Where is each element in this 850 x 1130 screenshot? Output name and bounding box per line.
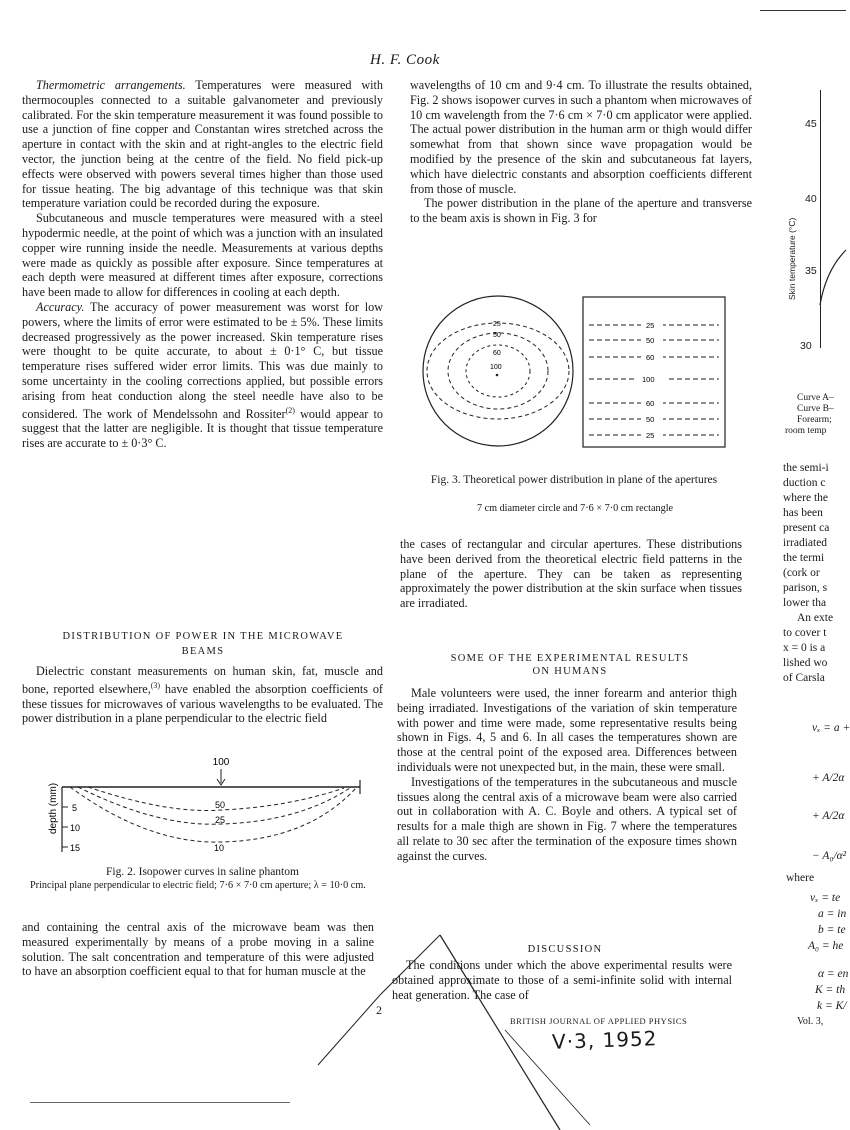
paragraph-volunteers: Male volunteers were used, the inner forearm and anterior thigh being irradiated. Investigations of the variation of skin temperature with power and time were made, some representative results being shown in Figs. 4, 5 and 6. In all cases the temperatures shown are those at the central point of the exposed area. Differences between individuals were not unexpected but, in the main, these were small. [397,686,737,774]
axis-tick-30: 30 [800,340,812,352]
paragraph-investigations: Investigations of the temperatures in the subcutaneous and muscle tissues along the central axis of a microwave beam were also carried out in collaboration with A. C. Boyle and others. A typical set of results for a male thigh are shown in Fig. 7 where the temperatures all relate to 30 sec after the termination of the exposure times shown against the curves. [397,774,737,863]
right-where: where [786,872,815,884]
right-text-10: lower tha [783,597,827,609]
right-text-14: lished wo [783,657,828,669]
fig2-contour-label-50: 50 [215,800,226,810]
fig2-ytick-10: 10 [70,823,81,833]
right-def-8: Vol. 3, [797,1016,824,1027]
right-equation-4: − A₀/α² [812,850,847,862]
right-text-15: of Carsla [783,672,825,684]
rect-label-25-bottom: 25 [646,431,655,440]
right-text-11: An exte [797,612,834,624]
figure-2-subcaption: Principal plane perpendicular to electric field; 7·6 × 7·0 cm aperture; λ = 10·0 cm. [30,880,366,891]
figure-2-caption: Fig. 2. Isopower curves in saline phantom [106,866,299,878]
section-heading-distribution: DISTRIBUTION OF POWER IN THE MICROWAVE BEAMS [62,631,344,657]
scan-bottom-rule [30,1102,290,1103]
right-caption-1: Curve A– [797,393,834,403]
paragraph-text: would appear to suggest that the latter are negligible. It is thought that tissue temperature rises are accurate to ± 0·3° C. [22,406,383,451]
right-plot-curve [818,240,846,310]
paragraph-wavelengths: wavelengths of 10 cm and 9·4 cm. To illustrate the results obtained, Fig. 2 shows isopower curves in such a phantom when microwaves of 10 cm wavelength from the 7·6 cm × 7·0 cm applicator were applied. The actual power distribution in the human arm or thigh would differ somewhat from that shown since wave propagation would be modified by the presence of the skin and subcutaneous fat layers, which have dielectric constants and absorption coefficients different from those of muscle. [410,78,752,196]
run-in-heading: Thermometric arrangements. [36,78,186,92]
circle-label-50: 50 [493,332,501,339]
rect-label-50-top: 50 [646,336,655,345]
fig2-top-label: 100 [212,757,230,768]
rect-label-25-top: 25 [646,321,655,330]
figure-3-subcaption: 7 cm diameter circle and 7·6 × 7·0 cm rectangle [476,503,674,514]
rect-label-50-bottom: 50 [646,415,655,424]
paragraph-dielectric [22,664,383,726]
paragraph-text: Temperatures were measured with thermocouples connected to a suitable galvanometer and previously calibrated. For the skin temperature measurement it was found possible to use a junction of fine copper and Constantan wires stretched across the aperture in contact with the skin and at right-angles to the electric field vector, the junction being at the centre of the field. No field pick-up effects were observed with powers several times higher than those used for tissue heating. The big advantage of this technique was that skin temperature variation could be recorded during the exposure. [22,78,383,211]
paragraph-text: The accuracy of power measurement was worst for low powers, where the limits of error were estimated to be ± 5%. These limits decreased progressively as the power increased. Skin temperature rises were thought to be quite accurate, to about ± 0·1° C, but tissue temperature rises suffered wider error limits. This was due mainly to some uncertainty in the cooling corrections applied, but possible errors arising from heat conduction along the steel needle have also to be considered. The work of Mendelssohn and Rossiter [22,299,383,421]
right-axis-ylabel: Skin temperature (°C) [787,217,797,300]
right-caption-3: Forearm; [797,415,832,425]
left-column-cont [22,664,383,726]
right-def-5: α = en [818,968,849,980]
right-def-1: vₓ = te [810,892,841,904]
left-column [22,78,383,451]
section-heading-discussion: DISCUSSION [527,944,603,955]
right-def-4: A₀ = he [808,940,844,952]
rectangular-aperture-diagram [583,297,725,447]
right-caption-2: Curve B– [797,404,834,414]
fig2-contour-label-25: 25 [215,815,226,825]
rect-label-60-bottom: 60 [646,399,655,408]
right-text-5: present ca [783,522,830,534]
paragraph-thermometric [22,78,383,211]
circular-aperture-diagram [423,296,573,446]
middle-column-cont [400,537,742,611]
running-head: H. F. Cook [370,52,440,68]
paragraph-subcutaneous: Subcutaneous and muscle temperatures were measured with a steel hypodermic needle, at the point of which was a junction with an insulated copper wire running inside the needle. Measurements at various depths were made as quickly as possible after exposure. Since temperatures at each depth were measured at different times after exposure, corrections have been made to allow for differences in cooling at each depth. [22,211,383,300]
right-equation-2: + A/2α [812,772,845,784]
right-text-4: has been [783,507,823,519]
fig2-contour-label-10: 10 [214,843,225,853]
paragraph-text: Dielectric constant measurements on human skin, fat, muscle and bone, reported elsewhere, [22,664,383,696]
middle-column [410,78,752,226]
paragraph-accuracy [22,300,383,451]
figure-3-power-distribution [415,295,735,455]
right-def-7: k = K/ [817,1000,847,1012]
handwritten-volume-note: V·3, 1952 [551,1026,658,1054]
journal-footer: BRITISH JOURNAL OF APPLIED PHYSICS [510,1016,688,1026]
reference-mark: (2) [285,405,295,415]
right-text-2: duction c [783,477,826,489]
figure-3-caption: Fig. 3. Theoretical power distribution in plane of the apertures [430,474,718,486]
paragraph-apertures: the cases of rectangular and circular apertures. These distributions have been derived from the theoretical electric field patterns in the plane of the aperture. They can be taken as representing approximately the power distribution at the skin surface when tissues are irradiated. [400,537,742,611]
rect-label-60-top: 60 [646,353,655,362]
circle-label-100: 100 [490,364,502,371]
section-heading-experimental-l2: ON HUMANS [532,666,608,677]
fig2-ylabel: depth (mm) [48,782,59,834]
reference-mark: (3) [150,680,161,690]
rect-label-100: 100 [642,375,655,384]
circle-label-25: 25 [493,321,501,328]
middle-column-lower [397,686,737,864]
right-caption-4: room temp [785,426,827,436]
fig2-ytick-15: 15 [70,843,81,853]
right-text-8: (cork or [783,567,820,579]
right-text-1: the semi-i [783,462,829,474]
run-in-heading: Accuracy. [36,299,85,314]
scan-top-rule [760,10,846,11]
right-text-13: x = 0 is a [783,642,826,654]
right-text-6: irradiated [783,537,828,549]
circle-label-60: 60 [493,350,501,357]
isopower-contour-25 [78,787,350,824]
right-text-9: parison, s [783,582,828,594]
right-equation-1: vₓ = a + [812,722,850,734]
paragraph-probe: and containing the central axis of the microwave beam was then measured experimentally by means of a probe moving in a saline solution. The salt concentration and temperature of this were adjusted to have an absorption coefficient equal to that for human muscle at the [22,920,374,979]
page-number: 2 [376,1003,382,1017]
figure-2-isopower-plot [48,752,378,862]
isopower-contour-10 [70,787,356,842]
axis-tick-45: 45 [805,118,817,130]
scan-fold-artifact [290,935,590,1130]
paragraph-power-distribution: The power distribution in the plane of the aperture and transverse to the beam axis is shown in Fig. 3 for [410,196,752,226]
paragraph-text: have enabled the absorption coefficients of these tissues for microwaves of various wavelengths to be evaluated. The power distribution in a plane perpendicular to the electric field [22,681,383,726]
axis-tick-35: 35 [805,265,817,277]
section-heading-experimental-l1: SOME OF THE EXPERIMENTAL RESULTS [450,653,690,664]
right-def-3: b = te [818,924,846,936]
axis-tick-40: 40 [805,193,817,205]
right-def-2: a = in [818,908,847,920]
right-text-3: where the [783,492,829,504]
right-text-12: to cover t [783,627,827,639]
fig2-ytick-5: 5 [72,803,78,813]
right-equation-3: + A/2α [812,810,845,822]
right-text-7: the termi [783,552,825,564]
paragraph-discussion: The conditions under which the above experimental results were obtained approximate to those of a semi-infinite solid with internal heat generation. The case of [392,958,732,1002]
right-def-6: K = th [815,984,846,996]
